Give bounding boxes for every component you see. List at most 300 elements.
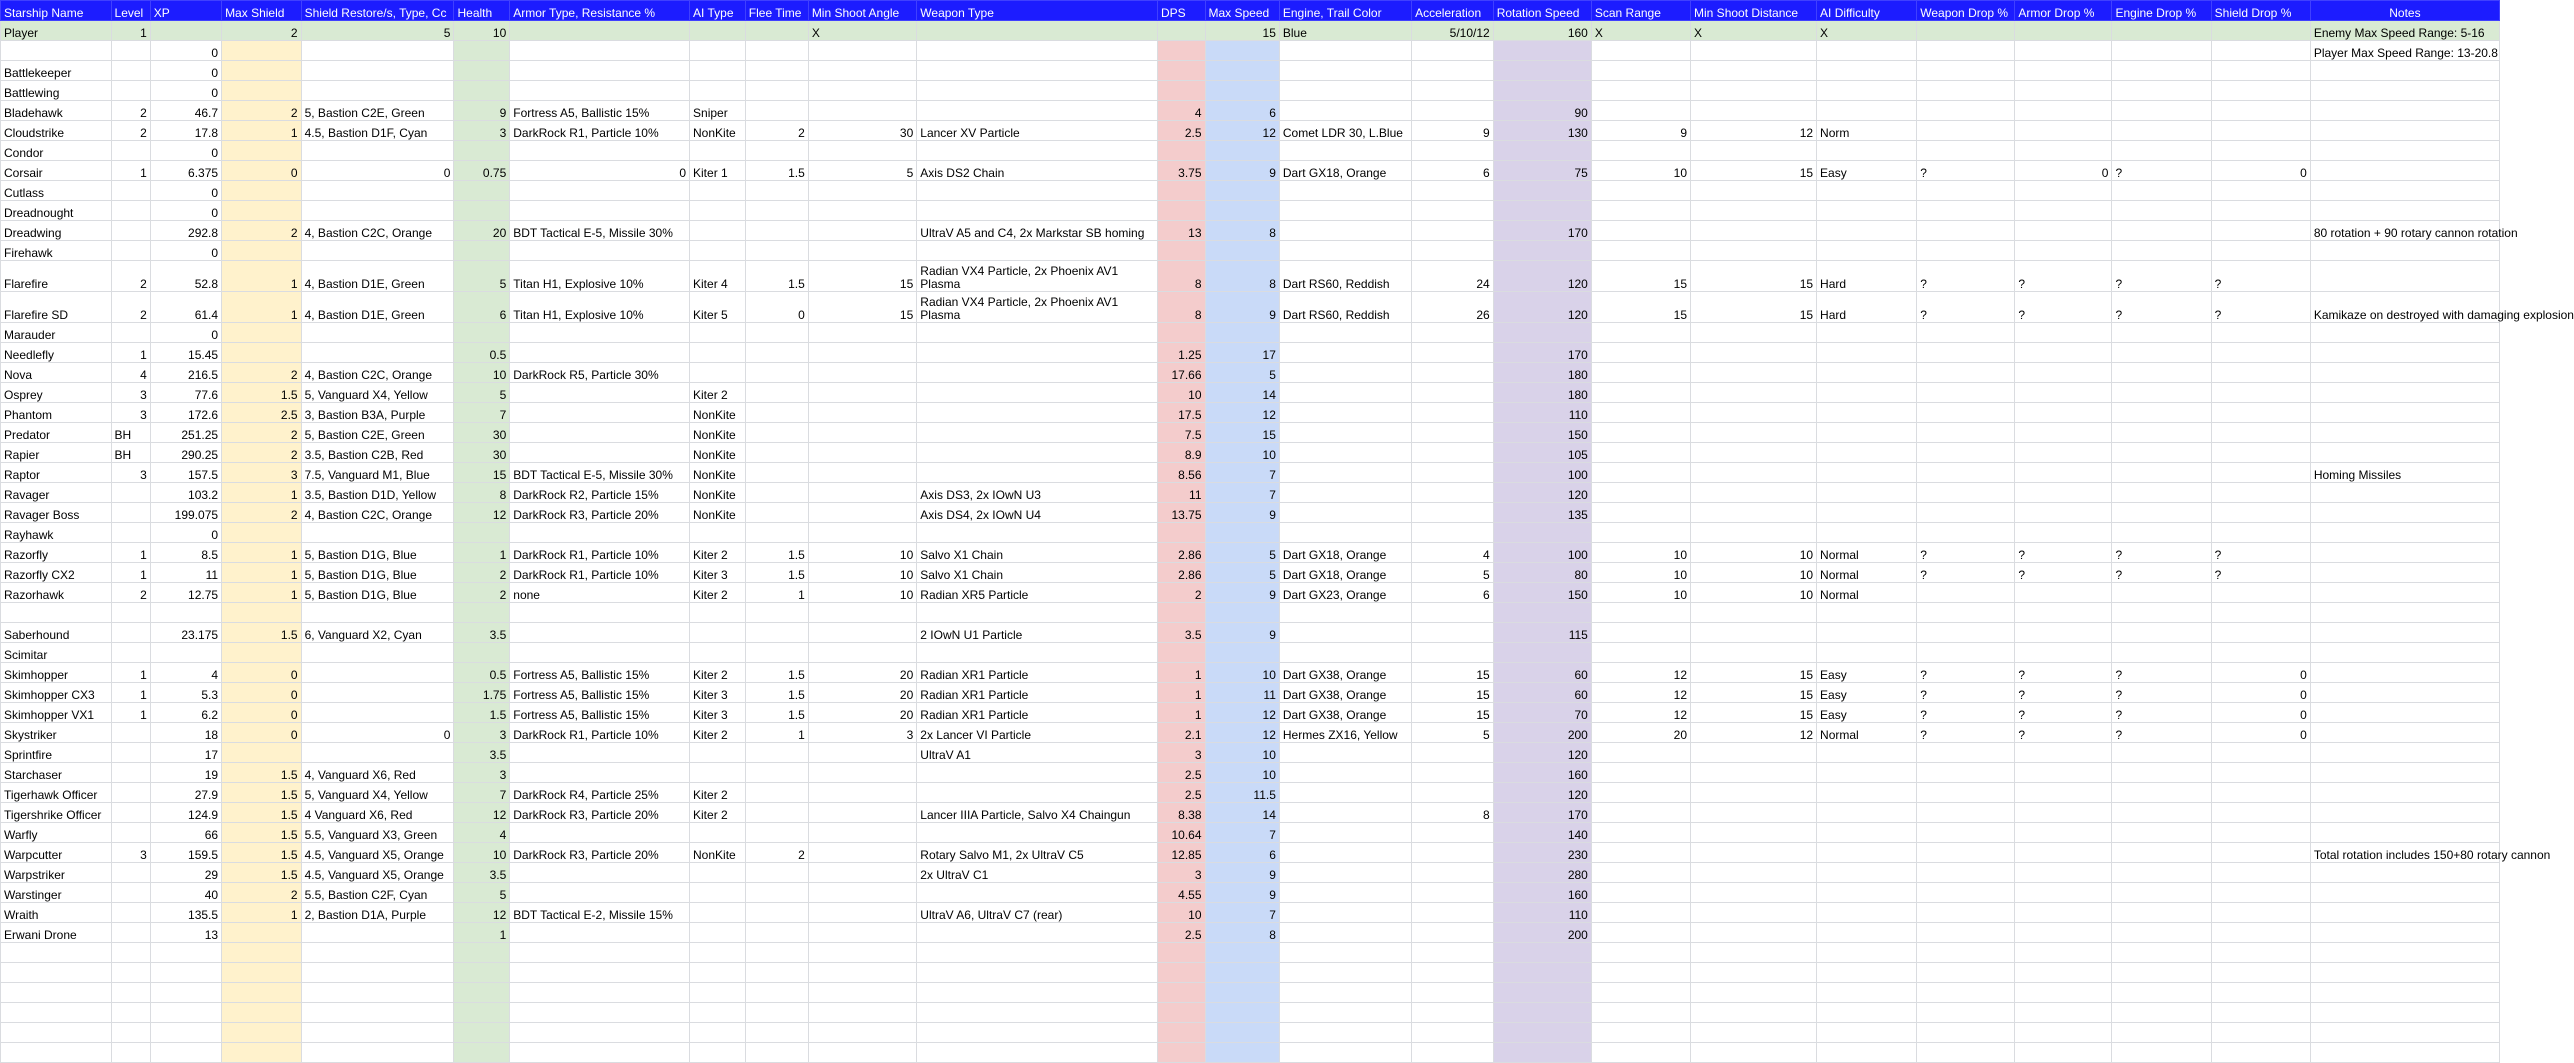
cell-acceleration[interactable]: 5/10/12: [1412, 21, 1494, 41]
cell-starship-name[interactable]: Raptor: [1, 463, 112, 483]
cell-shield-restore[interactable]: 6, Vanguard X2, Cyan: [301, 623, 454, 643]
empty-cell[interactable]: [1205, 963, 1279, 983]
cell-acceleration[interactable]: [1412, 503, 1494, 523]
cell-armor-type[interactable]: [510, 743, 690, 763]
cell-acceleration[interactable]: [1412, 903, 1494, 923]
cell-notes[interactable]: [2310, 883, 2499, 903]
empty-cell[interactable]: [1205, 1043, 1279, 1063]
cell-min-shoot-distance[interactable]: 15: [1691, 161, 1817, 181]
empty-cell[interactable]: [808, 1023, 916, 1043]
cell-starship-name[interactable]: Ravager: [1, 483, 112, 503]
cell-shield-drop[interactable]: [2211, 141, 2310, 161]
cell-max-shield[interactable]: 1.5: [222, 863, 302, 883]
cell-rotation-speed[interactable]: 80: [1493, 563, 1591, 583]
cell-shield-restore[interactable]: 5.5, Vanguard X3, Green: [301, 823, 454, 843]
cell-xp[interactable]: 46.7: [150, 101, 221, 121]
cell-starship-name[interactable]: Osprey: [1, 383, 112, 403]
cell-engine-drop[interactable]: ?: [2112, 723, 2211, 743]
cell-dps[interactable]: 2.1: [1157, 723, 1205, 743]
cell-weapon-type[interactable]: [917, 181, 1158, 201]
cell-max-speed[interactable]: [1205, 603, 1279, 623]
cell-shield-restore[interactable]: 4, Bastion C2C, Orange: [301, 221, 454, 241]
cell-armor-drop[interactable]: [2015, 141, 2112, 161]
cell-ai-type[interactable]: [690, 81, 746, 101]
cell-engine-drop[interactable]: [2112, 903, 2211, 923]
cell-weapon-type[interactable]: Radian XR1 Particle: [917, 703, 1158, 723]
cell-weapon-drop[interactable]: ?: [1917, 663, 2015, 683]
cell-ai-type[interactable]: Kiter 3: [690, 563, 746, 583]
cell-ai-type[interactable]: [690, 141, 746, 161]
cell-rotation-speed[interactable]: 70: [1493, 703, 1591, 723]
cell-scan-range[interactable]: [1591, 423, 1690, 443]
cell-min-shoot-distance[interactable]: 12: [1691, 121, 1817, 141]
cell-flee-time[interactable]: [745, 763, 808, 783]
cell-scan-range[interactable]: [1591, 201, 1690, 221]
cell-armor-type[interactable]: Fortress A5, Ballistic 15%: [510, 703, 690, 723]
cell-xp[interactable]: 0: [150, 41, 221, 61]
cell-xp[interactable]: 159.5: [150, 843, 221, 863]
cell-notes[interactable]: [2310, 643, 2499, 663]
cell-weapon-type[interactable]: [917, 423, 1158, 443]
cell-max-shield[interactable]: 1.5: [222, 803, 302, 823]
cell-level[interactable]: [111, 823, 150, 843]
cell-ai-type[interactable]: Kiter 3: [690, 683, 746, 703]
cell-min-shoot-distance[interactable]: 15: [1691, 261, 1817, 292]
cell-armor-type[interactable]: [510, 823, 690, 843]
cell-scan-range[interactable]: [1591, 241, 1690, 261]
cell-health[interactable]: [454, 643, 510, 663]
empty-cell[interactable]: [510, 943, 690, 963]
cell-min-shoot-distance[interactable]: [1691, 181, 1817, 201]
cell-level[interactable]: 3: [111, 463, 150, 483]
cell-engine-drop[interactable]: [2112, 523, 2211, 543]
cell-notes[interactable]: [2310, 863, 2499, 883]
cell-acceleration[interactable]: [1412, 843, 1494, 863]
cell-engine-drop[interactable]: [2112, 883, 2211, 903]
cell-flee-time[interactable]: [745, 423, 808, 443]
cell-rotation-speed[interactable]: 200: [1493, 923, 1591, 943]
cell-shield-drop[interactable]: [2211, 763, 2310, 783]
cell-min-shoot-distance[interactable]: [1691, 81, 1817, 101]
cell-health[interactable]: 0.5: [454, 663, 510, 683]
cell-max-shield[interactable]: [222, 201, 302, 221]
cell-ai-type[interactable]: Kiter 2: [690, 663, 746, 683]
cell-min-shoot-angle[interactable]: [808, 443, 916, 463]
cell-level[interactable]: [111, 763, 150, 783]
cell-health[interactable]: 10: [454, 21, 510, 41]
cell-engine-drop[interactable]: ?: [2112, 663, 2211, 683]
cell-ai-type[interactable]: NonKite: [690, 463, 746, 483]
cell-max-speed[interactable]: 8: [1205, 261, 1279, 292]
cell-engine-drop[interactable]: [2112, 181, 2211, 201]
cell-starship-name[interactable]: Tigershrike Officer: [1, 803, 112, 823]
empty-cell[interactable]: [301, 983, 454, 1003]
cell-armor-drop[interactable]: ?: [2015, 723, 2112, 743]
cell-engine-trail-color[interactable]: Dart GX38, Orange: [1279, 683, 1411, 703]
cell-shield-restore[interactable]: 5, Bastion D1G, Blue: [301, 583, 454, 603]
cell-dps[interactable]: [1157, 523, 1205, 543]
empty-cell[interactable]: [1493, 963, 1591, 983]
cell-starship-name[interactable]: Skimhopper: [1, 663, 112, 683]
empty-cell[interactable]: [222, 1043, 302, 1063]
cell-dps[interactable]: 13: [1157, 221, 1205, 241]
cell-health[interactable]: [454, 201, 510, 221]
cell-dps[interactable]: 1.25: [1157, 343, 1205, 363]
cell-flee-time[interactable]: [745, 221, 808, 241]
cell-armor-type[interactable]: Fortress A5, Ballistic 15%: [510, 101, 690, 121]
cell-starship-name[interactable]: Razorfly CX2: [1, 563, 112, 583]
cell-xp[interactable]: 27.9: [150, 783, 221, 803]
cell-engine-drop[interactable]: [2112, 121, 2211, 141]
cell-rotation-speed[interactable]: 100: [1493, 543, 1591, 563]
cell-max-shield[interactable]: [222, 241, 302, 261]
cell-weapon-drop[interactable]: [1917, 121, 2015, 141]
cell-flee-time[interactable]: [745, 383, 808, 403]
cell-acceleration[interactable]: 5: [1412, 723, 1494, 743]
cell-max-shield[interactable]: 0: [222, 703, 302, 723]
cell-health[interactable]: [454, 61, 510, 81]
cell-engine-drop[interactable]: [2112, 483, 2211, 503]
empty-cell[interactable]: [111, 1043, 150, 1063]
cell-weapon-type[interactable]: [917, 241, 1158, 261]
cell-min-shoot-distance[interactable]: [1691, 603, 1817, 623]
cell-weapon-type[interactable]: [917, 823, 1158, 843]
cell-notes[interactable]: Player Max Speed Range: 13-20.8: [2310, 41, 2499, 61]
cell-level[interactable]: [111, 241, 150, 261]
cell-level[interactable]: [111, 141, 150, 161]
cell-starship-name[interactable]: Warpstriker: [1, 863, 112, 883]
cell-acceleration[interactable]: [1412, 423, 1494, 443]
cell-weapon-type[interactable]: [917, 81, 1158, 101]
cell-max-speed[interactable]: [1205, 81, 1279, 101]
cell-flee-time[interactable]: [745, 803, 808, 823]
cell-ai-type[interactable]: [690, 41, 746, 61]
cell-level[interactable]: 1: [111, 683, 150, 703]
cell-ai-difficulty[interactable]: Hard: [1817, 292, 1917, 323]
cell-ai-difficulty[interactable]: [1817, 41, 1917, 61]
cell-engine-trail-color[interactable]: Hermes ZX16, Yellow: [1279, 723, 1411, 743]
cell-armor-type[interactable]: Fortress A5, Ballistic 15%: [510, 663, 690, 683]
cell-engine-drop[interactable]: [2112, 743, 2211, 763]
column-header-xp[interactable]: XP: [150, 1, 221, 21]
cell-dps[interactable]: 2.5: [1157, 121, 1205, 141]
cell-max-shield[interactable]: 0: [222, 683, 302, 703]
cell-min-shoot-angle[interactable]: [808, 883, 916, 903]
cell-engine-drop[interactable]: [2112, 443, 2211, 463]
cell-starship-name[interactable]: Marauder: [1, 323, 112, 343]
empty-cell[interactable]: [690, 943, 746, 963]
cell-dps[interactable]: 1: [1157, 683, 1205, 703]
cell-ai-difficulty[interactable]: Normal: [1817, 563, 1917, 583]
cell-weapon-type[interactable]: Axis DS4, 2x IOwN U4: [917, 503, 1158, 523]
cell-ai-difficulty[interactable]: [1817, 483, 1917, 503]
cell-level[interactable]: 2: [111, 583, 150, 603]
cell-engine-trail-color[interactable]: [1279, 603, 1411, 623]
cell-min-shoot-angle[interactable]: 20: [808, 663, 916, 683]
cell-min-shoot-angle[interactable]: 10: [808, 563, 916, 583]
empty-cell[interactable]: [150, 983, 221, 1003]
empty-cell[interactable]: [808, 983, 916, 1003]
cell-level[interactable]: 2: [111, 261, 150, 292]
cell-notes[interactable]: [2310, 923, 2499, 943]
cell-max-speed[interactable]: 7: [1205, 483, 1279, 503]
cell-weapon-type[interactable]: Radian XR1 Particle: [917, 683, 1158, 703]
cell-dps[interactable]: [1157, 241, 1205, 261]
cell-armor-drop[interactable]: [2015, 61, 2112, 81]
empty-cell[interactable]: [690, 1003, 746, 1023]
cell-dps[interactable]: 13.75: [1157, 503, 1205, 523]
cell-rotation-speed[interactable]: 105: [1493, 443, 1591, 463]
empty-cell[interactable]: [1157, 963, 1205, 983]
cell-shield-restore[interactable]: [301, 81, 454, 101]
cell-flee-time[interactable]: 1.5: [745, 563, 808, 583]
cell-weapon-drop[interactable]: [1917, 241, 2015, 261]
cell-xp[interactable]: 251.25: [150, 423, 221, 443]
cell-dps[interactable]: 10: [1157, 383, 1205, 403]
cell-engine-trail-color[interactable]: [1279, 863, 1411, 883]
cell-xp[interactable]: [150, 603, 221, 623]
empty-cell[interactable]: [1205, 983, 1279, 1003]
cell-shield-drop[interactable]: 0: [2211, 683, 2310, 703]
cell-min-shoot-angle[interactable]: [808, 603, 916, 623]
cell-armor-type[interactable]: none: [510, 583, 690, 603]
cell-starship-name[interactable]: Dreadwing: [1, 221, 112, 241]
cell-xp[interactable]: 8.5: [150, 543, 221, 563]
cell-engine-trail-color[interactable]: Blue: [1279, 21, 1411, 41]
cell-engine-drop[interactable]: [2112, 783, 2211, 803]
column-header-shield-drop[interactable]: Shield Drop %: [2211, 1, 2310, 21]
cell-shield-restore[interactable]: 3.5, Bastion D1D, Yellow: [301, 483, 454, 503]
cell-xp[interactable]: 77.6: [150, 383, 221, 403]
cell-starship-name[interactable]: Nova: [1, 363, 112, 383]
cell-rotation-speed[interactable]: 90: [1493, 101, 1591, 121]
cell-max-speed[interactable]: 12: [1205, 703, 1279, 723]
cell-shield-drop[interactable]: [2211, 503, 2310, 523]
cell-health[interactable]: 3.5: [454, 623, 510, 643]
cell-shield-restore[interactable]: 5, Bastion D1G, Blue: [301, 563, 454, 583]
cell-weapon-type[interactable]: [917, 21, 1158, 41]
cell-notes[interactable]: [2310, 181, 2499, 201]
cell-min-shoot-angle[interactable]: 10: [808, 543, 916, 563]
cell-shield-drop[interactable]: [2211, 803, 2310, 823]
cell-dps[interactable]: 2.86: [1157, 543, 1205, 563]
cell-ai-type[interactable]: [690, 61, 746, 81]
empty-cell[interactable]: [1591, 1043, 1690, 1063]
empty-cell[interactable]: [2310, 963, 2499, 983]
cell-min-shoot-distance[interactable]: 15: [1691, 663, 1817, 683]
empty-cell[interactable]: [1279, 1023, 1411, 1043]
empty-cell[interactable]: [1, 1003, 112, 1023]
cell-level[interactable]: [111, 81, 150, 101]
cell-max-speed[interactable]: 9: [1205, 863, 1279, 883]
cell-health[interactable]: [454, 141, 510, 161]
cell-min-shoot-distance[interactable]: [1691, 823, 1817, 843]
cell-min-shoot-distance[interactable]: [1691, 241, 1817, 261]
cell-flee-time[interactable]: 1.5: [745, 663, 808, 683]
cell-rotation-speed[interactable]: [1493, 241, 1591, 261]
cell-weapon-drop[interactable]: ?: [1917, 703, 2015, 723]
cell-health[interactable]: [454, 181, 510, 201]
cell-max-shield[interactable]: [222, 343, 302, 363]
empty-cell[interactable]: [1691, 1043, 1817, 1063]
cell-shield-drop[interactable]: [2211, 743, 2310, 763]
cell-shield-restore[interactable]: 0: [301, 723, 454, 743]
cell-weapon-type[interactable]: [917, 141, 1158, 161]
cell-level[interactable]: [111, 863, 150, 883]
cell-min-shoot-distance[interactable]: [1691, 483, 1817, 503]
cell-health[interactable]: 2: [454, 563, 510, 583]
empty-cell[interactable]: [222, 1003, 302, 1023]
empty-cell[interactable]: [2015, 1003, 2112, 1023]
empty-cell[interactable]: [1493, 1023, 1591, 1043]
cell-engine-trail-color[interactable]: [1279, 181, 1411, 201]
cell-shield-drop[interactable]: [2211, 823, 2310, 843]
empty-cell[interactable]: [808, 1003, 916, 1023]
empty-cell[interactable]: [510, 963, 690, 983]
cell-min-shoot-angle[interactable]: [808, 423, 916, 443]
empty-cell[interactable]: [1591, 963, 1690, 983]
cell-armor-drop[interactable]: [2015, 41, 2112, 61]
empty-cell[interactable]: [1, 983, 112, 1003]
cell-rotation-speed[interactable]: [1493, 61, 1591, 81]
cell-notes[interactable]: Homing Missiles: [2310, 463, 2499, 483]
cell-level[interactable]: 1: [111, 543, 150, 563]
cell-flee-time[interactable]: 2: [745, 843, 808, 863]
cell-shield-restore[interactable]: [301, 663, 454, 683]
empty-cell[interactable]: [917, 1023, 1158, 1043]
cell-dps[interactable]: 12.85: [1157, 843, 1205, 863]
cell-health[interactable]: 30: [454, 423, 510, 443]
cell-level[interactable]: [111, 201, 150, 221]
cell-engine-drop[interactable]: ?: [2112, 563, 2211, 583]
cell-ai-type[interactable]: NonKite: [690, 423, 746, 443]
cell-min-shoot-angle[interactable]: [808, 903, 916, 923]
column-header-engine-drop[interactable]: Engine Drop %: [2112, 1, 2211, 21]
cell-rotation-speed[interactable]: 140: [1493, 823, 1591, 843]
cell-min-shoot-angle[interactable]: [808, 81, 916, 101]
cell-armor-drop[interactable]: ?: [2015, 292, 2112, 323]
cell-max-speed[interactable]: 12: [1205, 723, 1279, 743]
cell-xp[interactable]: 0: [150, 61, 221, 81]
cell-weapon-drop[interactable]: [1917, 643, 2015, 663]
empty-cell[interactable]: [917, 1043, 1158, 1063]
cell-starship-name[interactable]: Erwani Drone: [1, 923, 112, 943]
cell-notes[interactable]: [2310, 363, 2499, 383]
empty-cell[interactable]: [1157, 943, 1205, 963]
empty-cell[interactable]: [2015, 943, 2112, 963]
cell-armor-drop[interactable]: ?: [2015, 543, 2112, 563]
cell-starship-name[interactable]: Rayhawk: [1, 523, 112, 543]
cell-level[interactable]: [111, 723, 150, 743]
cell-acceleration[interactable]: 26: [1412, 292, 1494, 323]
empty-cell[interactable]: [454, 1043, 510, 1063]
empty-cell[interactable]: [2211, 1043, 2310, 1063]
cell-ai-type[interactable]: Kiter 1: [690, 161, 746, 181]
cell-min-shoot-distance[interactable]: [1691, 863, 1817, 883]
cell-ai-type[interactable]: Kiter 2: [690, 803, 746, 823]
empty-cell[interactable]: [301, 943, 454, 963]
empty-cell[interactable]: [690, 1043, 746, 1063]
cell-level[interactable]: 3: [111, 383, 150, 403]
cell-rotation-speed[interactable]: 110: [1493, 903, 1591, 923]
cell-flee-time[interactable]: [745, 323, 808, 343]
cell-min-shoot-angle[interactable]: 10: [808, 583, 916, 603]
cell-rotation-speed[interactable]: 100: [1493, 463, 1591, 483]
cell-starship-name[interactable]: Needlefly: [1, 343, 112, 363]
cell-engine-trail-color[interactable]: [1279, 843, 1411, 863]
cell-health[interactable]: 12: [454, 803, 510, 823]
cell-engine-drop[interactable]: [2112, 863, 2211, 883]
cell-flee-time[interactable]: 1.5: [745, 683, 808, 703]
cell-ai-difficulty[interactable]: [1817, 923, 1917, 943]
cell-health[interactable]: 12: [454, 503, 510, 523]
cell-max-speed[interactable]: [1205, 181, 1279, 201]
cell-shield-restore[interactable]: 5.5, Bastion C2F, Cyan: [301, 883, 454, 903]
cell-scan-range[interactable]: 9: [1591, 121, 1690, 141]
cell-max-shield[interactable]: 2: [222, 443, 302, 463]
cell-level[interactable]: [111, 643, 150, 663]
empty-cell[interactable]: [1205, 1003, 1279, 1023]
empty-cell[interactable]: [1691, 943, 1817, 963]
column-header-max-speed[interactable]: Max Speed: [1205, 1, 1279, 21]
cell-shield-restore[interactable]: [301, 201, 454, 221]
column-header-health[interactable]: Health: [454, 1, 510, 21]
cell-armor-type[interactable]: [510, 323, 690, 343]
cell-level[interactable]: 2: [111, 121, 150, 141]
cell-armor-drop[interactable]: [2015, 323, 2112, 343]
cell-acceleration[interactable]: [1412, 181, 1494, 201]
cell-max-shield[interactable]: 3: [222, 463, 302, 483]
cell-rotation-speed[interactable]: 60: [1493, 683, 1591, 703]
cell-weapon-drop[interactable]: [1917, 483, 2015, 503]
cell-notes[interactable]: [2310, 783, 2499, 803]
cell-dps[interactable]: 2.5: [1157, 783, 1205, 803]
cell-max-shield[interactable]: 1.5: [222, 783, 302, 803]
cell-shield-restore[interactable]: [301, 683, 454, 703]
cell-level[interactable]: [111, 41, 150, 61]
cell-min-shoot-angle[interactable]: [808, 763, 916, 783]
cell-health[interactable]: 1.5: [454, 703, 510, 723]
cell-armor-type[interactable]: DarkRock R2, Particle 15%: [510, 483, 690, 503]
cell-acceleration[interactable]: [1412, 483, 1494, 503]
cell-min-shoot-angle[interactable]: [808, 241, 916, 261]
cell-engine-drop[interactable]: [2112, 363, 2211, 383]
cell-notes[interactable]: [2310, 823, 2499, 843]
empty-cell[interactable]: [150, 1003, 221, 1023]
cell-weapon-type[interactable]: Lancer IIIA Particle, Salvo X4 Chaingun: [917, 803, 1158, 823]
cell-level[interactable]: [111, 783, 150, 803]
cell-min-shoot-distance[interactable]: [1691, 141, 1817, 161]
cell-shield-restore[interactable]: 4.5, Bastion D1F, Cyan: [301, 121, 454, 141]
cell-health[interactable]: 20: [454, 221, 510, 241]
cell-health[interactable]: 3: [454, 723, 510, 743]
cell-weapon-type[interactable]: Radian XR5 Particle: [917, 583, 1158, 603]
cell-armor-drop[interactable]: [2015, 923, 2112, 943]
cell-min-shoot-angle[interactable]: 20: [808, 683, 916, 703]
cell-acceleration[interactable]: [1412, 463, 1494, 483]
cell-engine-drop[interactable]: [2112, 823, 2211, 843]
cell-min-shoot-angle[interactable]: [808, 503, 916, 523]
cell-rotation-speed[interactable]: 150: [1493, 423, 1591, 443]
empty-cell[interactable]: [222, 1023, 302, 1043]
cell-min-shoot-angle[interactable]: 20: [808, 703, 916, 723]
cell-flee-time[interactable]: 1.5: [745, 703, 808, 723]
empty-cell[interactable]: [1817, 963, 1917, 983]
cell-engine-trail-color[interactable]: [1279, 141, 1411, 161]
cell-ai-type[interactable]: [690, 181, 746, 201]
cell-notes[interactable]: [2310, 703, 2499, 723]
empty-cell[interactable]: [2112, 963, 2211, 983]
